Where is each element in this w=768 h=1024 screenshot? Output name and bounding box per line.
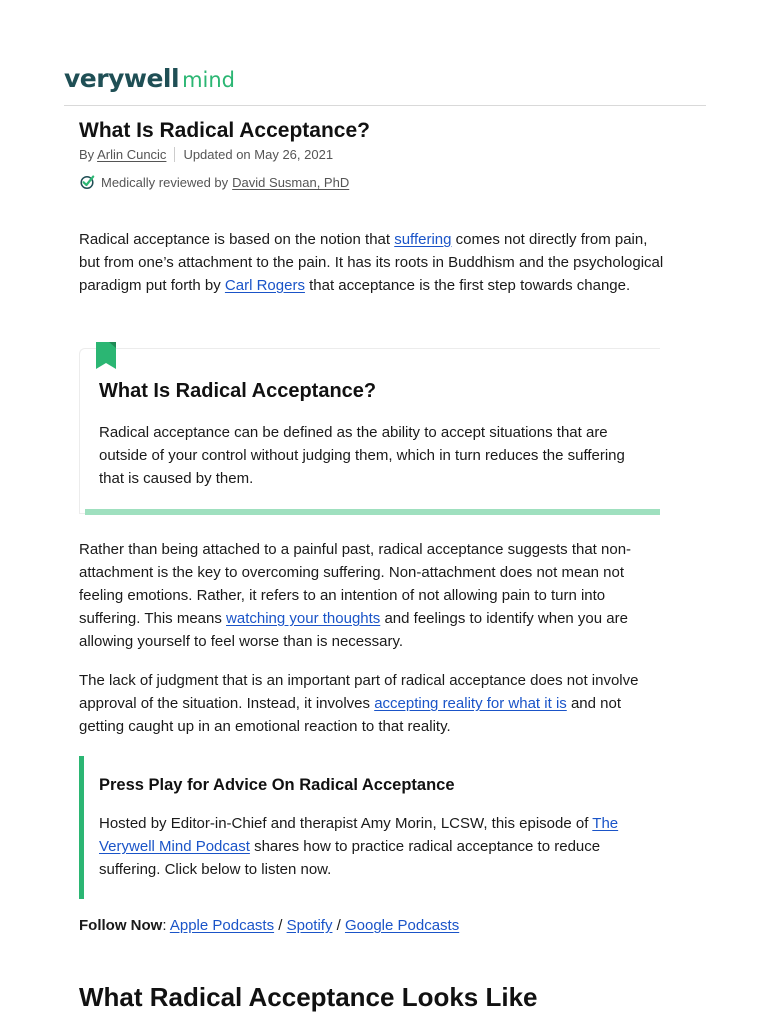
podcast-link[interactable]: The Verywell Mind Podcast — [99, 815, 619, 855]
section-heading: What Radical Acceptance Looks Like — [79, 982, 538, 1012]
body-paragraph-2 — [79, 538, 669, 653]
header-divider — [64, 105, 706, 106]
logo-wordmark-light: mind — [182, 68, 236, 92]
callout-accent-bar — [85, 509, 660, 515]
podcast-description — [99, 812, 659, 881]
body-paragraph-3 — [79, 669, 669, 738]
follow-colon: : — [162, 917, 170, 934]
podcast-title: Press Play for Advice On Radical Acceptance — [99, 776, 455, 794]
suffering-link[interactable]: suffering — [394, 231, 452, 248]
apple-podcasts-link[interactable]: Apple Podcasts — [169, 917, 275, 934]
accepting-reality-link[interactable]: accepting reality for what it is — [374, 695, 567, 712]
para3-text-2: and not getting caught up in an emotional reaction to that reality. — [79, 695, 621, 735]
byline — [79, 147, 333, 162]
medical-review — [79, 174, 349, 190]
para3-text-1: The lack of judgment that is an important part of radical acceptance does not involve approval of the situation. Instead, it involves — [79, 672, 639, 712]
google-podcasts-link[interactable]: Google Podcasts — [344, 917, 460, 934]
page-title: What Is Radical Acceptance? — [79, 119, 370, 142]
site-logo[interactable] — [64, 64, 235, 93]
author-link[interactable]: Arlin Cuncic — [97, 147, 167, 162]
byline-separator — [174, 147, 175, 162]
check-circle-icon — [79, 174, 95, 190]
para2-text-1: Rather than being attached to a painful past, radical acceptance suggests that non-attachment is the key to overcoming suffering. Non-attachment does not mean not feeling emotions. Rather, it refers to an intention of not allowing pain to turn into suffering. This means — [79, 541, 632, 627]
intro-text-1: Radical acceptance is based on the notion that — [79, 231, 395, 248]
intro-paragraph — [79, 228, 669, 297]
callout-title: What Is Radical Acceptance? — [99, 380, 377, 402]
reviewed-prefix: Medically reviewed by — [101, 174, 229, 190]
bookmark-icon — [96, 342, 116, 370]
watching-thoughts-link[interactable]: watching your thoughts — [226, 610, 381, 627]
follow-separator: / — [274, 917, 287, 934]
logo-wordmark-bold: verywell — [64, 64, 180, 93]
follow-links — [79, 917, 459, 934]
spotify-link[interactable]: Spotify — [286, 917, 333, 934]
para2-text-2: and feelings to identify when you are allowing yourself to feel worse than is necessary. — [79, 610, 628, 650]
byline-prefix: By — [79, 147, 95, 162]
podcast-text-2: shares how to practice radical acceptance to reduce suffering. Click below to listen now. — [99, 838, 601, 878]
carl-rogers-link[interactable]: Carl Rogers — [224, 277, 305, 294]
intro-text-3: that acceptance is the first step towards change. — [304, 277, 631, 294]
podcast-accent-bar — [79, 756, 84, 899]
callout-text: Radical acceptance can be defined as the ability to accept situations that are outside of your control without judging them, which in turn reduces the suffering that is caused by them. — [99, 424, 625, 487]
reviewer-link[interactable]: David Susman, PhD — [232, 174, 350, 190]
follow-label: Follow Now — [79, 917, 163, 934]
intro-text-2: comes not directly from pain, but from one’s attachment to the pain. It has its roots in Buddhism and the psychological paradigm put forth by — [79, 231, 664, 294]
updated-date: Updated on May 26, 2021 — [183, 147, 334, 162]
podcast-text-1: Hosted by Editor-in-Chief and therapist Amy Morin, LCSW, this episode of — [99, 815, 593, 832]
follow-separator: / — [332, 917, 345, 934]
